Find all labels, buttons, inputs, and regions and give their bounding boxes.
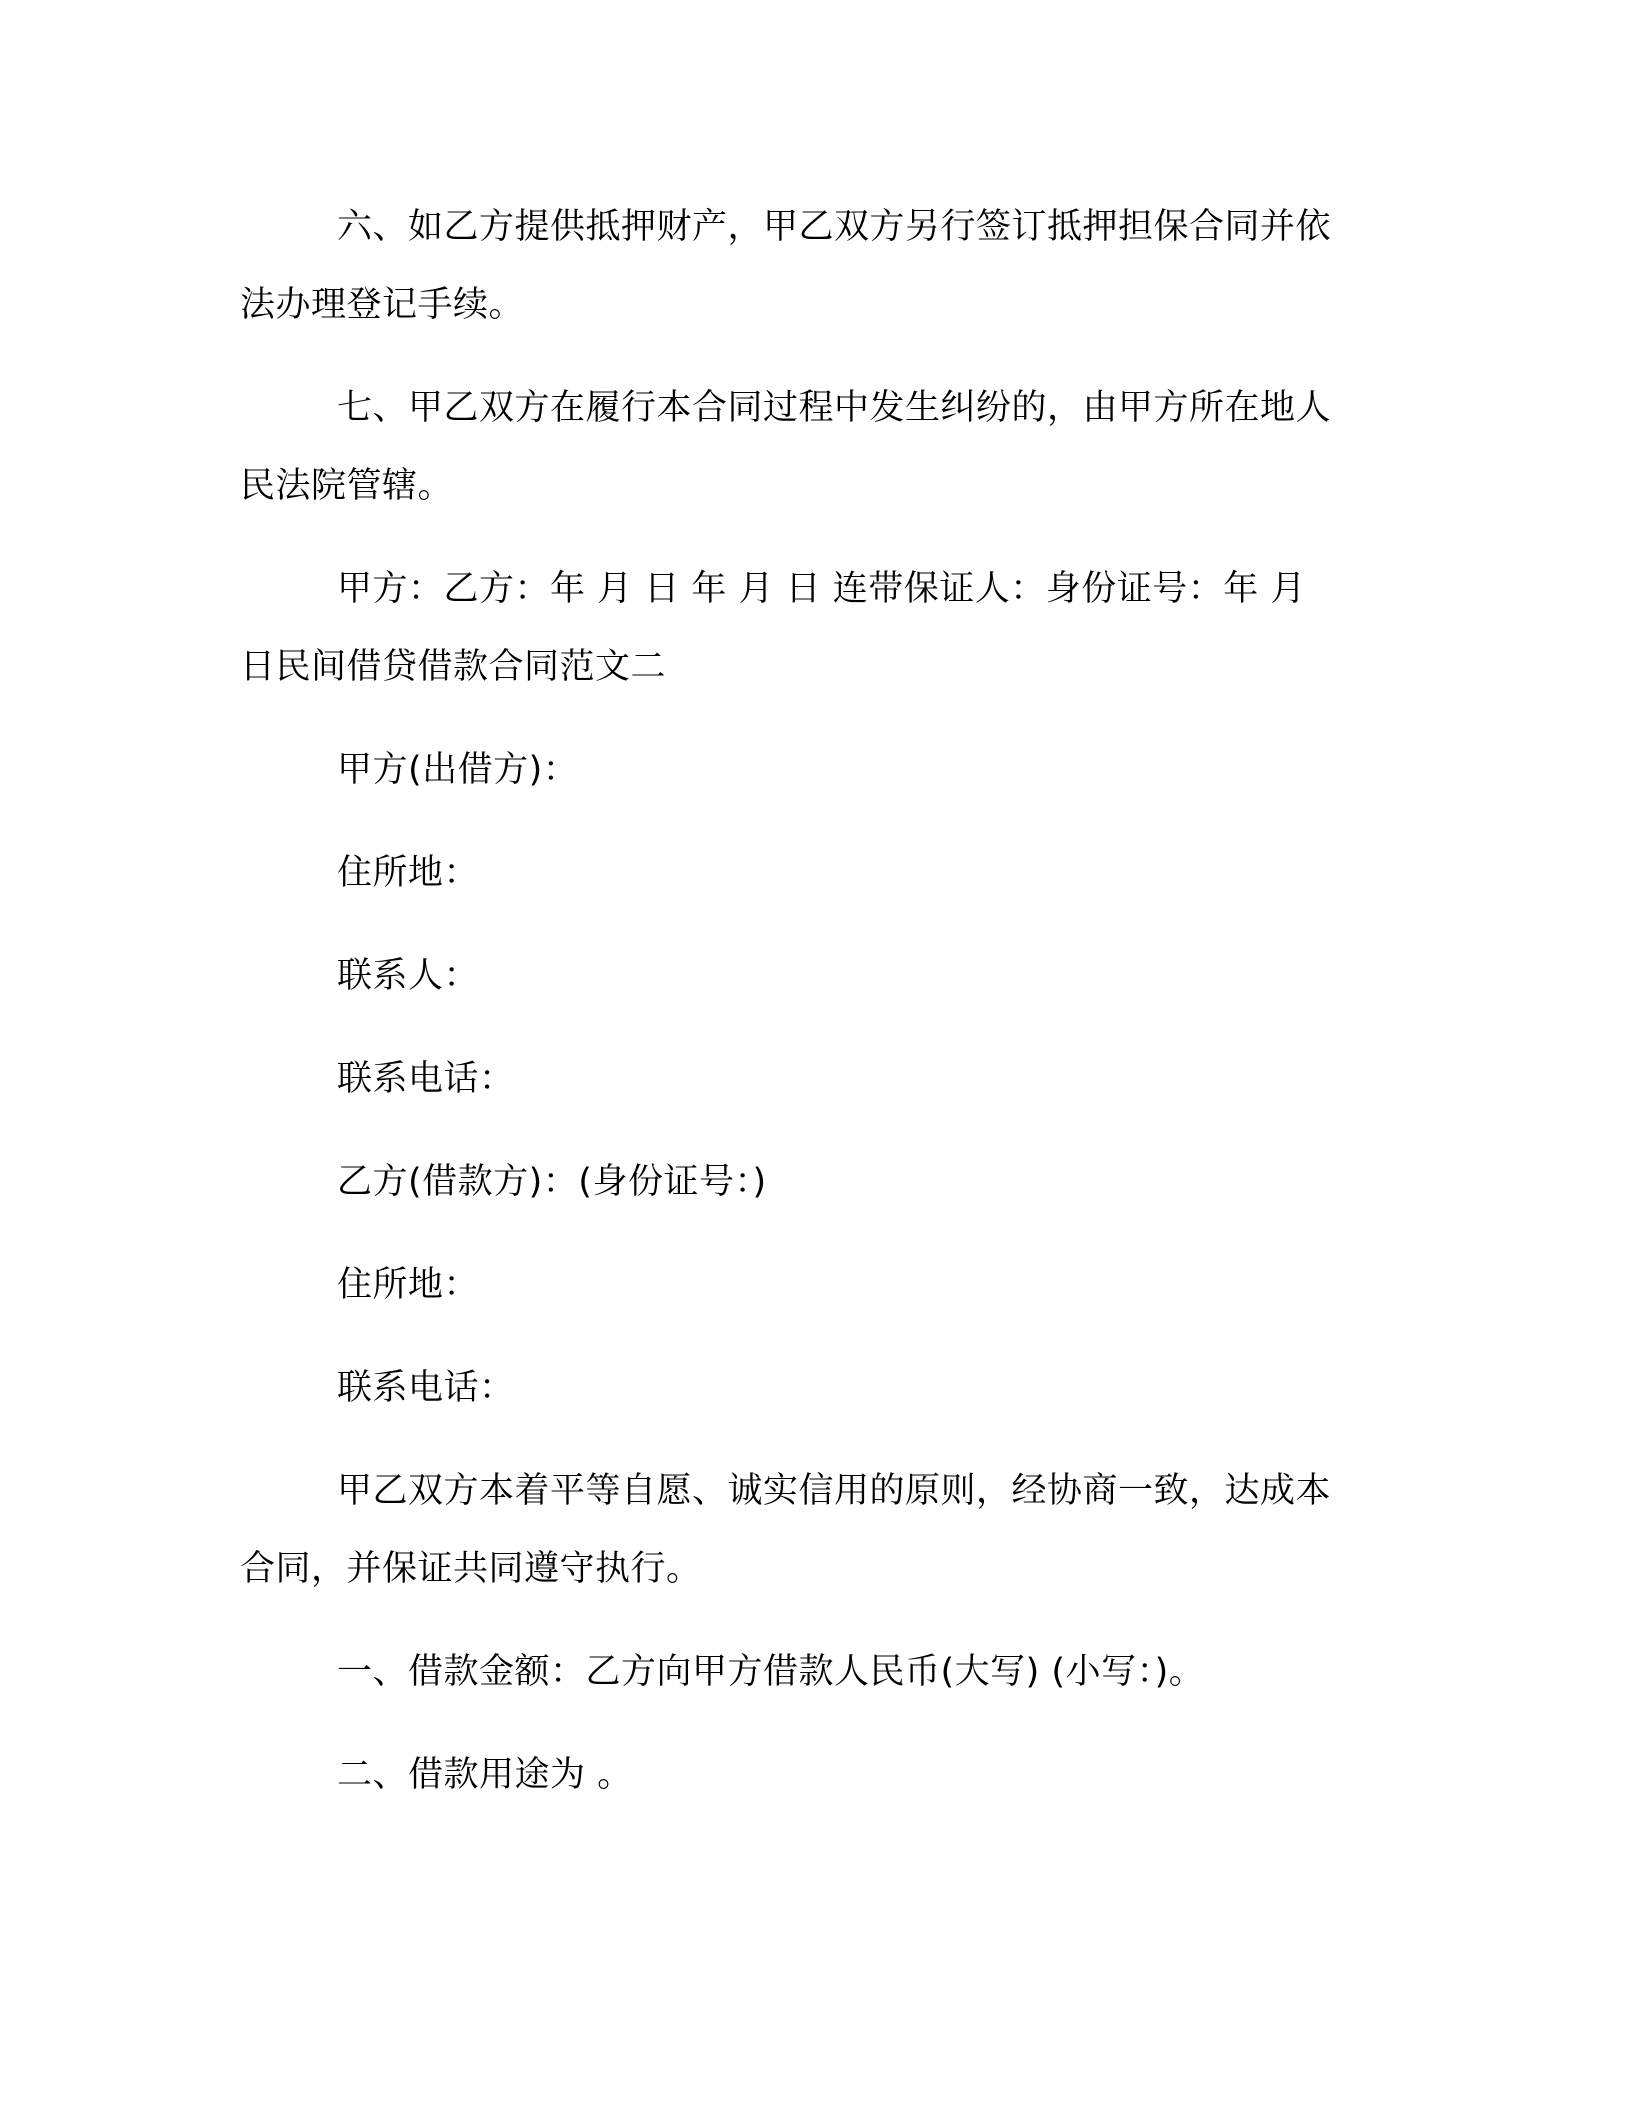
borrower-address-label [240, 1246, 1375, 1324]
text-line: 甲方：乙方：年 月 日 年 月 日 连带保证人：身份证号：年 月 [337, 569, 1306, 609]
text-line: 七、甲乙双方在履行本合同过程中发生纠纷的，由甲方所在地人 [337, 388, 1332, 428]
text-line: 联系电话： [337, 1368, 515, 1408]
text-line: 合同，并保证共同遵守执行。 [240, 1549, 702, 1589]
clause-loan-amount [240, 1633, 1375, 1711]
text-line: 乙方(借款方)：(身份证号：) [337, 1162, 767, 1202]
borrower-phone-label [240, 1349, 1375, 1427]
text-line: 联系电话： [337, 1059, 515, 1099]
text-line: 二、借款用途为 。 [337, 1755, 633, 1795]
text-line: 甲乙双方本着平等自愿、诚实信用的原则，经协商一致，达成本 [337, 1471, 1332, 1511]
text-line: 一、借款金额：乙方向甲方借款人民币(大写) (小写：)。 [337, 1652, 1205, 1692]
document-body [240, 188, 1375, 1839]
lender-address-label [240, 834, 1375, 912]
agreement-preamble [240, 1452, 1375, 1608]
signature-block [240, 550, 1375, 706]
text-line: 住所地： [337, 853, 480, 893]
text-line: 甲方(出借方)： [337, 750, 579, 790]
lender-contact-person-label [240, 937, 1375, 1015]
text-line: 住所地： [337, 1265, 480, 1305]
clause-loan-purpose [240, 1736, 1375, 1814]
text-line: 法办理登记手续。 [240, 285, 525, 325]
text-line: 联系人： [337, 956, 480, 996]
text-line: 日民间借贷借款合同范文二 [240, 647, 667, 687]
text-line: 六、如乙方提供抵押财产，甲乙双方另行签订抵押担保合同并依 [337, 207, 1332, 247]
lender-label [240, 731, 1375, 809]
borrower-label [240, 1143, 1375, 1221]
text-line: 民法院管辖。 [240, 466, 454, 506]
clause-six [240, 188, 1375, 344]
clause-seven [240, 369, 1375, 525]
lender-phone-label [240, 1040, 1375, 1118]
